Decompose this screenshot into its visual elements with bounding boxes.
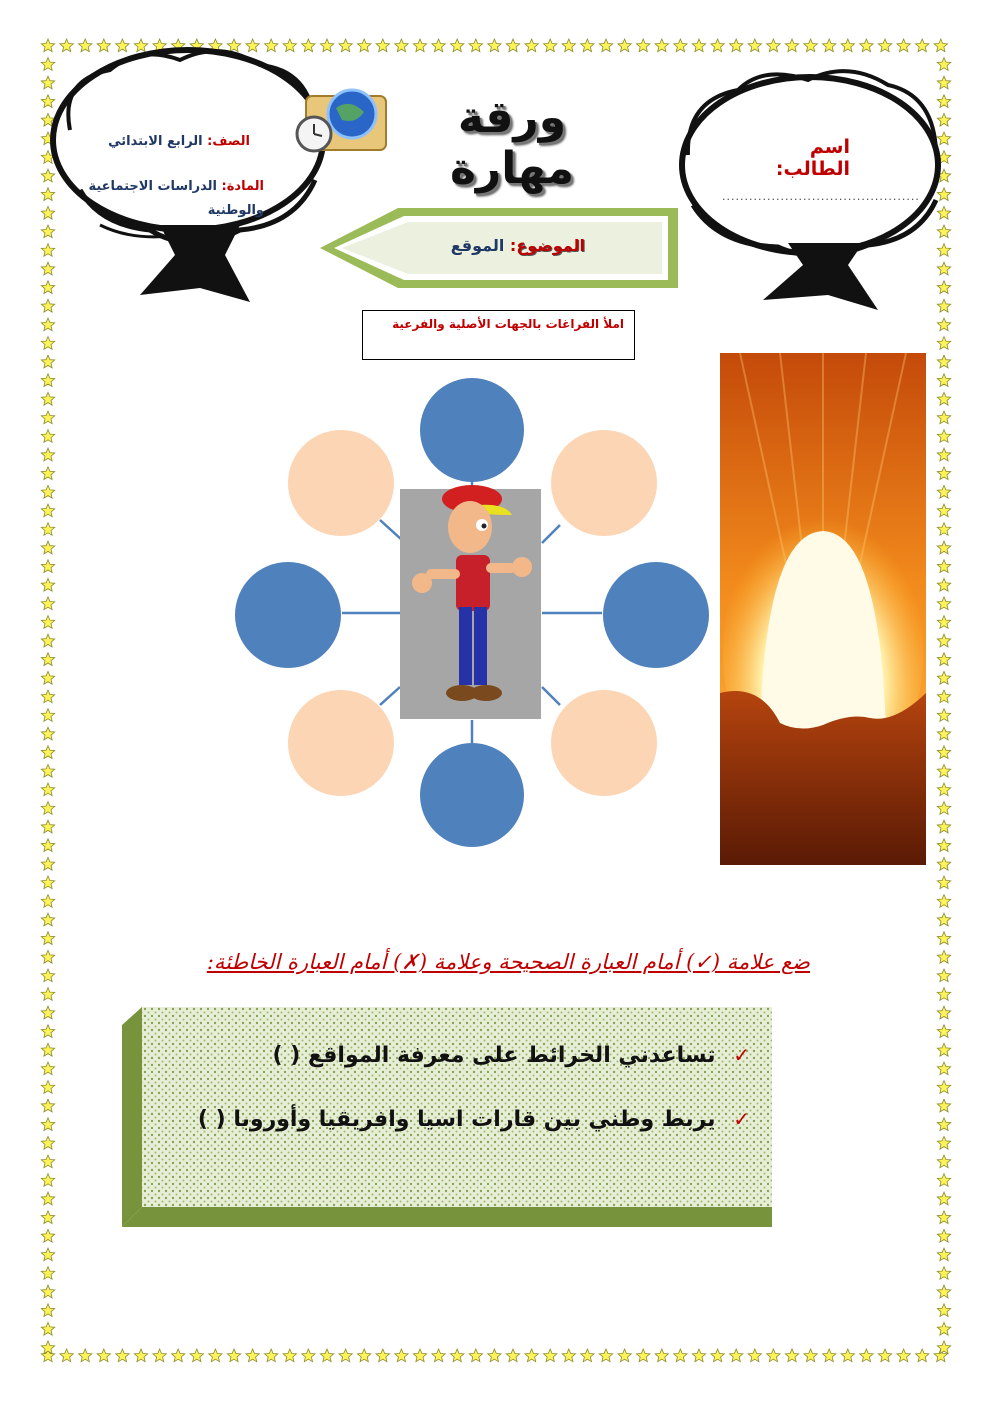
- border-star: [562, 39, 575, 52]
- border-star: [711, 39, 724, 52]
- border-star: [937, 1174, 950, 1187]
- subject-value: الدراسات الاجتماعية والوطنية: [88, 179, 264, 218]
- student-name-label: اسم الطالب:: [775, 136, 850, 180]
- border-star: [506, 39, 519, 52]
- border-star: [937, 467, 950, 480]
- border-star: [937, 1006, 950, 1019]
- compass-circle-north[interactable]: [420, 378, 524, 482]
- border-star: [41, 616, 54, 629]
- checkmark-icon: ✓: [733, 1107, 750, 1131]
- border-star: [451, 1349, 464, 1362]
- border-star: [937, 783, 950, 796]
- border-star: [41, 374, 54, 387]
- border-star: [41, 1025, 54, 1038]
- border-star: [209, 1349, 222, 1362]
- border-star: [41, 1006, 54, 1019]
- border-star: [41, 467, 54, 480]
- border-star: [41, 802, 54, 815]
- statement-2-text: يربط وطني بين قارات اسيا وافريقيا وأوروبا: [233, 1107, 716, 1132]
- border-star: [860, 1349, 873, 1362]
- border-star: [937, 1192, 950, 1205]
- compass-diagram: [230, 375, 715, 855]
- border-star: [937, 1136, 950, 1149]
- border-star: [339, 39, 352, 52]
- border-star: [897, 1349, 910, 1362]
- subject-label: المادة: [226, 179, 264, 194]
- border-star: [785, 1349, 798, 1362]
- border-star: [937, 1118, 950, 1131]
- checkmark-icon: ✓: [733, 1043, 750, 1067]
- grade-value: الرابع الابتدائي: [108, 134, 203, 149]
- border-star: [41, 876, 54, 889]
- border-star: [227, 1349, 240, 1362]
- border-star: [937, 727, 950, 740]
- border-star: [41, 932, 54, 945]
- topic-label: الموضوع: [516, 236, 585, 255]
- border-star: [41, 430, 54, 443]
- border-star: [41, 1081, 54, 1094]
- border-star: [937, 820, 950, 833]
- border-star: [488, 39, 501, 52]
- grade-label: الصف: [212, 134, 250, 149]
- border-star: [878, 1349, 891, 1362]
- border-star: [767, 1349, 780, 1362]
- border-star: [41, 485, 54, 498]
- border-star: [41, 1211, 54, 1224]
- border-star: [804, 1349, 817, 1362]
- topic-value: الموقع: [450, 236, 505, 255]
- border-star: [41, 597, 54, 610]
- border-star: [937, 523, 950, 536]
- border-star: [283, 1349, 296, 1362]
- border-star: [937, 764, 950, 777]
- border-star: [937, 448, 950, 461]
- border-star: [302, 1349, 315, 1362]
- instruction-text: املأ الفراغات بالجهات الأصلية والفرعية: [392, 317, 624, 331]
- border-star: [41, 541, 54, 554]
- boy-figure: [400, 485, 541, 719]
- border-star: [581, 39, 594, 52]
- border-star: [469, 1349, 482, 1362]
- border-star: [41, 578, 54, 591]
- border-star: [60, 1349, 73, 1362]
- border-star: [618, 39, 631, 52]
- border-star: [41, 671, 54, 684]
- border-star: [937, 988, 950, 1001]
- border-star: [41, 1192, 54, 1205]
- border-star: [823, 39, 836, 52]
- border-star: [937, 653, 950, 666]
- border-star: [937, 411, 950, 424]
- border-star: [937, 1304, 950, 1317]
- border-star: [41, 1043, 54, 1056]
- border-star: [637, 39, 650, 52]
- border-star: [937, 671, 950, 684]
- border-star: [41, 895, 54, 908]
- border-star: [937, 950, 950, 963]
- border-star: [451, 39, 464, 52]
- compass-circle-southwest[interactable]: [288, 690, 394, 796]
- border-star: [413, 39, 426, 52]
- border-star: [692, 39, 705, 52]
- border-star: [937, 392, 950, 405]
- statement-2-answer[interactable]: ( ): [197, 1107, 226, 1132]
- border-star: [937, 932, 950, 945]
- border-star: [937, 541, 950, 554]
- globe-clock-icon: [292, 86, 392, 156]
- compass-circle-northeast[interactable]: [551, 430, 657, 536]
- border-star: [358, 39, 371, 52]
- border-star: [41, 1118, 54, 1131]
- border-star: [937, 634, 950, 647]
- border-star: [937, 616, 950, 629]
- border-star: [937, 857, 950, 870]
- worksheet-title: ورقة مهارة: [449, 92, 575, 194]
- border-star: [937, 1322, 950, 1335]
- border-star: [41, 560, 54, 573]
- border-star: [41, 634, 54, 647]
- border-star: [860, 39, 873, 52]
- border-star: [358, 1349, 371, 1362]
- border-star: [432, 39, 445, 52]
- border-star: [544, 1349, 557, 1362]
- border-star: [841, 39, 854, 52]
- border-star: [937, 430, 950, 443]
- border-star: [41, 1062, 54, 1075]
- border-star: [937, 374, 950, 387]
- border-star: [41, 1155, 54, 1168]
- border-star: [41, 392, 54, 405]
- border-star: [320, 1349, 333, 1362]
- student-name-blank[interactable]: ............................................: [722, 190, 920, 203]
- border-star: [937, 1025, 950, 1038]
- border-star: [562, 1349, 575, 1362]
- statement-1: [190, 1043, 750, 1068]
- border-star: [937, 895, 950, 908]
- border-star: [730, 39, 743, 52]
- border-star: [934, 39, 947, 52]
- border-star: [599, 1349, 612, 1362]
- border-star: [674, 1349, 687, 1362]
- border-star: [937, 578, 950, 591]
- border-star: [41, 1099, 54, 1112]
- border-star: [937, 746, 950, 759]
- border-star: [41, 857, 54, 870]
- border-star: [339, 1349, 352, 1362]
- true-false-heading: ضع علامة (✓) أمام العبارة الصحيحة وعلامة (✗) أمام العبارة الخاطئة:: [206, 950, 810, 974]
- border-star: [937, 504, 950, 517]
- compass-circle-southeast[interactable]: [551, 690, 657, 796]
- border-star: [116, 1349, 129, 1362]
- border-star: [897, 39, 910, 52]
- border-star: [937, 597, 950, 610]
- border-star: [937, 1285, 950, 1298]
- border-star: [41, 764, 54, 777]
- border-star: [41, 839, 54, 852]
- compass-circle-east[interactable]: [603, 562, 709, 668]
- border-star: [41, 690, 54, 703]
- border-star: [785, 39, 798, 52]
- cloud-tree-right: [668, 55, 958, 315]
- topic-line: الموضوع: الموقع: [450, 236, 585, 255]
- border-star: [655, 1349, 668, 1362]
- border-star: [41, 1267, 54, 1280]
- compass-circle-west[interactable]: [235, 562, 341, 668]
- border-star: [246, 1349, 259, 1362]
- border-star: [937, 485, 950, 498]
- border-star: [41, 653, 54, 666]
- true-false-panel: [122, 1007, 772, 1227]
- border-star: [937, 1155, 950, 1168]
- border-star: [395, 39, 408, 52]
- border-star: [937, 876, 950, 889]
- compass-circle-northwest[interactable]: [288, 430, 394, 536]
- border-star: [41, 1248, 54, 1261]
- border-star: [730, 1349, 743, 1362]
- border-star: [692, 1349, 705, 1362]
- border-star: [937, 355, 950, 368]
- border-star: [41, 950, 54, 963]
- border-star: [937, 839, 950, 852]
- border-star: [767, 39, 780, 52]
- border-star: [637, 1349, 650, 1362]
- statement-1-text: تساعدني الخرائط على معرفة المواقع: [308, 1043, 716, 1068]
- border-star: [41, 1285, 54, 1298]
- border-star: [41, 783, 54, 796]
- border-star: [265, 1349, 278, 1362]
- border-star: [525, 1349, 538, 1362]
- border-star: [618, 1349, 631, 1362]
- border-star: [937, 1099, 950, 1112]
- border-star: [841, 1349, 854, 1362]
- border-star: [41, 988, 54, 1001]
- border-star: [41, 709, 54, 722]
- border-star: [190, 1349, 203, 1362]
- border-star: [79, 1349, 92, 1362]
- border-star: [937, 1267, 950, 1280]
- border-star: [41, 1136, 54, 1149]
- border-star: [937, 337, 950, 350]
- border-star: [937, 1062, 950, 1075]
- sunrise-image: [720, 353, 926, 865]
- border-star: [41, 746, 54, 759]
- border-star: [937, 560, 950, 573]
- statement-2: [190, 1107, 750, 1132]
- border-star: [544, 39, 557, 52]
- border-star: [937, 1043, 950, 1056]
- border-star: [41, 337, 54, 350]
- border-star: [937, 1248, 950, 1261]
- border-star: [41, 1229, 54, 1242]
- compass-circle-south[interactable]: [420, 743, 524, 847]
- border-star: [937, 802, 950, 815]
- border-star: [525, 39, 538, 52]
- statement-1-answer[interactable]: ( ): [272, 1043, 301, 1068]
- border-star: [432, 1349, 445, 1362]
- border-star: [748, 1349, 761, 1362]
- border-star: [41, 318, 54, 331]
- border-star: [937, 1229, 950, 1242]
- border-star: [376, 39, 389, 52]
- border-star: [41, 523, 54, 536]
- border-star: [674, 39, 687, 52]
- border-star: [937, 709, 950, 722]
- border-star: [41, 1174, 54, 1187]
- border-star: [41, 1322, 54, 1335]
- border-star: [655, 39, 668, 52]
- border-star: [937, 318, 950, 331]
- instruction-box: [362, 310, 635, 360]
- border-star: [599, 39, 612, 52]
- border-star: [134, 1349, 147, 1362]
- border-star: [376, 1349, 389, 1362]
- border-star: [153, 1349, 166, 1362]
- border-star: [878, 39, 891, 52]
- border-star: [916, 39, 929, 52]
- border-star: [581, 1349, 594, 1362]
- border-star: [41, 411, 54, 424]
- border-star: [823, 1349, 836, 1362]
- border-star: [488, 1349, 501, 1362]
- border-star: [937, 1081, 950, 1094]
- border-star: [41, 820, 54, 833]
- border-star: [41, 727, 54, 740]
- border-star: [937, 969, 950, 982]
- border-star: [41, 448, 54, 461]
- border-star: [41, 1304, 54, 1317]
- border-star: [804, 39, 817, 52]
- border-star: [506, 1349, 519, 1362]
- border-star: [41, 504, 54, 517]
- border-star: [172, 1349, 185, 1362]
- border-star: [41, 355, 54, 368]
- border-star: [937, 1211, 950, 1224]
- border-star: [916, 1349, 929, 1362]
- border-star: [937, 690, 950, 703]
- border-star: [41, 969, 54, 982]
- grade-line: الصف: الرابع الابتدائي: [108, 134, 250, 149]
- border-star: [97, 1349, 110, 1362]
- border-star: [41, 913, 54, 926]
- border-star: [469, 39, 482, 52]
- border-star: [937, 913, 950, 926]
- border-star: [413, 1349, 426, 1362]
- border-star: [395, 1349, 408, 1362]
- border-star: [748, 39, 761, 52]
- border-star: [711, 1349, 724, 1362]
- subject-line: المادة: الدراسات الاجتماعية والوطنية: [88, 179, 264, 218]
